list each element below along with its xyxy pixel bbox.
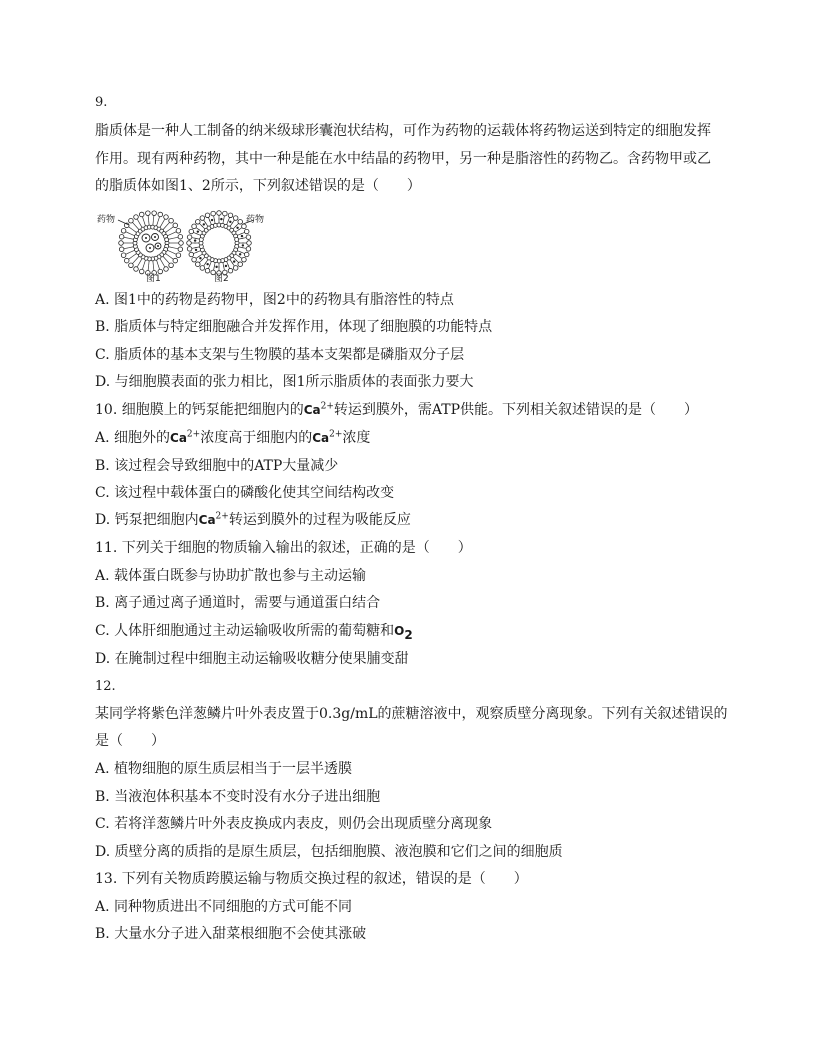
fig1-lipid-outer-tail bbox=[148, 215, 149, 220]
fig1-lipid-outer-head bbox=[178, 247, 183, 252]
fig2-drug-particle bbox=[220, 218, 222, 220]
fig1-lipid-inner-tail bbox=[163, 256, 166, 260]
fig1-lipid-outer-tail bbox=[137, 219, 140, 223]
fig2-drug-particle bbox=[225, 265, 227, 267]
calcium-ion: Ca bbox=[170, 431, 187, 445]
fig2-drug-particle bbox=[203, 223, 205, 225]
fig1-lipid-inner-tail bbox=[169, 238, 174, 239]
question-10-option-c: C. 该过程中载体蛋白的磷酸化使其空间结构改变 bbox=[95, 485, 395, 501]
fig1-lipid-outer-tail bbox=[172, 252, 177, 254]
fig1-drug-particle-core bbox=[145, 237, 147, 239]
fig1-lipid-outer-head bbox=[176, 253, 181, 258]
fig2-lipid-outer-head bbox=[228, 268, 233, 273]
fig2-lipid-inner-tail bbox=[201, 257, 205, 261]
question-11-option-a: A. 载体蛋白既参与协助扩散也参与主动运输 bbox=[95, 568, 367, 584]
fig2-drug-particle bbox=[242, 244, 244, 246]
fig1-lipid-inner-tail bbox=[167, 250, 172, 252]
question-13-option-a: A. 同种物质进出不同细胞的方式可能不同 bbox=[95, 899, 353, 915]
fig1-lipid-inner-tail bbox=[144, 260, 146, 265]
fig2-drug-particle bbox=[233, 260, 235, 262]
fig1-lipid-inner-tail bbox=[129, 247, 134, 248]
question-10-option-d bbox=[95, 511, 411, 529]
fig2-lipid-outer-head bbox=[247, 241, 252, 246]
fig1-lipid-inner-tail bbox=[149, 261, 150, 266]
question-12-option-a: A. 植物细胞的原生质层相当于一层半透膜 bbox=[95, 761, 353, 777]
question-10-stem bbox=[95, 401, 698, 419]
fig2-lipid-outer-head bbox=[192, 224, 197, 229]
fig2-lipid-outer-head bbox=[238, 262, 243, 267]
fig1-lipid-outer-tail bbox=[128, 257, 132, 260]
fig2-lipid-outer-head bbox=[211, 211, 216, 216]
fig1-lipid-outer-tail bbox=[153, 266, 154, 271]
fig2-lipid-inner-tail bbox=[209, 261, 211, 266]
liposome-figure bbox=[97, 207, 269, 285]
fig1-lipid-outer-head bbox=[152, 211, 157, 216]
oxygen-formula: O bbox=[394, 624, 405, 638]
question-11-option-c bbox=[95, 622, 413, 640]
fig1-lipid-outer-head bbox=[146, 211, 151, 216]
fig1-lipid-outer-tail bbox=[170, 257, 174, 260]
fig2-drug-particle bbox=[194, 239, 196, 241]
fig1-lipid-inner-tail bbox=[167, 234, 172, 236]
fig2-lipid-outer-head bbox=[189, 229, 194, 234]
fig1-lipid-outer-tail bbox=[158, 216, 160, 221]
fig1-lipid-outer-tail bbox=[166, 222, 169, 226]
fig1-drug-particle-core bbox=[154, 236, 156, 238]
fig2-lipid-outer-head bbox=[205, 213, 210, 218]
fig2-lipid-outer-head bbox=[192, 257, 197, 262]
fig2-lipid-inner-tail bbox=[214, 263, 215, 268]
fig1-lipid-outer-head bbox=[124, 258, 129, 263]
question-9-number: 9. bbox=[95, 95, 108, 110]
fig2-drug-particle bbox=[195, 249, 197, 251]
fig2-lipid-inner-tail bbox=[198, 254, 202, 257]
question-9-stem-line-3: 的脂质体如图1、2所示，下列叙述错误的是（ ） bbox=[95, 178, 421, 194]
fig2-drug-particle bbox=[197, 230, 199, 232]
fig1-lipid-outer-tail bbox=[142, 265, 144, 270]
fig1-lipid-inner-tail bbox=[166, 229, 170, 232]
question-11-option-b: B. 离子通过离子通道时，需要与通道蛋白结合 bbox=[95, 595, 381, 611]
fig2-lipid-outer-head bbox=[187, 241, 192, 246]
calcium-ion: Ca bbox=[198, 513, 216, 527]
fig1-lipid-outer-head bbox=[178, 234, 183, 239]
fig1-lipid-outer-tail bbox=[148, 266, 149, 271]
fig1-lipid-inner-tail bbox=[166, 254, 170, 257]
calcium-charge: 2+ bbox=[215, 511, 229, 522]
fig1-lipid-outer-head bbox=[129, 263, 134, 268]
fig1-lipid-inner-tail bbox=[160, 223, 163, 227]
question-10-option-b: B. 该过程会导致细胞中的ATP大量减少 bbox=[95, 458, 339, 474]
question-10-option-a bbox=[95, 429, 370, 447]
fig2-lipid-inner-tail bbox=[214, 218, 215, 223]
question-10-option-a-part-2: 浓度高于细胞内的 bbox=[200, 430, 313, 446]
fig1-lipid-outer-head bbox=[119, 234, 124, 239]
fig1-drug-label: 药物 bbox=[97, 215, 116, 225]
fig1-lipid-outer-head bbox=[121, 253, 126, 258]
fig2-drug-particle bbox=[229, 221, 231, 223]
fig2-drug-particle bbox=[236, 227, 238, 229]
fig2-lipid-outer-head bbox=[233, 266, 238, 271]
fig2-drug-label: 药物 bbox=[246, 215, 265, 225]
fig1-lipid-outer-tail bbox=[172, 232, 177, 234]
question-9-stem-line-1: 脂质体是一种人工制备的纳米级球形囊泡状结构，可作为药物的运载体将药物运送到特定的细胞发挥 bbox=[95, 123, 711, 139]
fig1-lipid-outer-head bbox=[173, 223, 178, 228]
fig1-lipid-outer-tail bbox=[173, 248, 178, 249]
fig2-lipid-outer-head bbox=[217, 211, 222, 216]
question-12-number: 12. bbox=[95, 679, 116, 694]
fig1-lipid-outer-head bbox=[134, 267, 139, 272]
fig2-lipid-inner-tail bbox=[239, 247, 244, 248]
fig1-lipid-inner-tail bbox=[169, 247, 174, 248]
question-9-stem-line-2: 作用。现有两种药物，其中一种是能在水中结晶的药物甲，另一种是脂溶性的药物乙。含药物甲或乙 bbox=[95, 151, 711, 167]
fig1-label-pointer bbox=[118, 220, 129, 225]
fig1-lipid-outer-head bbox=[139, 212, 144, 217]
question-13-stem: 13. 下列有关物质跨膜运输与物质交换过程的叙述，错误的是（ ） bbox=[95, 871, 528, 887]
fig2-drug-particle bbox=[241, 235, 243, 237]
fig2-lipid-inner-tail bbox=[223, 218, 224, 223]
fig2-lipid-inner-tail bbox=[233, 257, 237, 261]
fig1-lipid-outer-tail bbox=[153, 215, 154, 220]
calcium-charge: 2+ bbox=[186, 429, 201, 440]
question-11-option-d: D. 在腌制过程中细胞主动运输吸收糖分使果脯变甜 bbox=[95, 651, 409, 667]
fig2-lipid-inner-tail bbox=[236, 229, 240, 232]
liposome-diagram bbox=[97, 207, 269, 285]
fig2-drug-particle bbox=[215, 266, 217, 268]
question-10-stem-part-1: 10. 细胞膜上的钙泵能把细胞内的 bbox=[95, 402, 304, 418]
fig1-lipid-outer-tail bbox=[166, 260, 169, 264]
fig1-lipid-outer-head bbox=[169, 218, 174, 223]
fig1-lipid-outer-head bbox=[119, 241, 124, 246]
fig1-lipid-outer-tail bbox=[128, 227, 132, 230]
fig1-lipid-inner-tail bbox=[157, 221, 159, 226]
question-12-option-c: C. 若将洋葱鳞片叶外表皮换成内表皮，则仍会出现质壁分离现象 bbox=[95, 816, 493, 832]
fig1-lipid-inner-tail bbox=[163, 226, 166, 230]
fig1-lipid-inner-tail bbox=[144, 221, 146, 226]
fig2-lipid-inner-tail bbox=[227, 220, 229, 225]
fig2-lipid-outer-head bbox=[228, 213, 233, 218]
fig1-lipid-outer-head bbox=[173, 258, 178, 263]
fig1-lipid-outer-tail bbox=[163, 263, 166, 267]
fig2-lipid-outer-head bbox=[238, 219, 243, 224]
question-9-option-c: C. 脂质体的基本支架与生物膜的基本支架都是磷脂双分子层 bbox=[95, 347, 465, 363]
fig2-lipid-inner-tail bbox=[194, 238, 199, 239]
fig1-lipid-outer-tail bbox=[124, 248, 129, 249]
question-10-option-d-part-2: 转运到膜外的过程为吸能反应 bbox=[228, 512, 411, 528]
fig1-lipid-inner-tail bbox=[153, 261, 154, 266]
fig2-lipid-inner-tail bbox=[237, 251, 242, 253]
fig2-lipid-inner-tail bbox=[194, 247, 199, 248]
fig1-lipid-outer-tail bbox=[125, 232, 130, 234]
fig1-lipid-outer-head bbox=[121, 228, 126, 233]
fig1-lipid-inner-tail bbox=[132, 229, 136, 232]
fig1-lipid-outer-head bbox=[164, 267, 169, 272]
fig1-lipid-inner-tail bbox=[130, 234, 135, 236]
liposome-fig1 bbox=[119, 211, 184, 275]
question-9-option-d: D. 与细胞膜表面的张力相比，图1所示脂质体的表面张力要大 bbox=[95, 374, 474, 390]
fig1-lipid-outer-head bbox=[134, 215, 139, 220]
fig1-lipid-outer-tail bbox=[132, 222, 135, 226]
fig2-lipid-outer-head bbox=[233, 216, 238, 221]
fig1-lipid-outer-head bbox=[176, 228, 181, 233]
question-9-option-a: A. 图1中的药物是药物甲，图2中的药物具有脂溶性的特点 bbox=[95, 292, 454, 308]
question-12-stem-line-2: 是（ ） bbox=[95, 733, 165, 749]
fig2-drug-particle bbox=[239, 253, 241, 255]
fig1-lipid-outer-tail bbox=[173, 237, 178, 238]
fig2-lipid-inner-tail bbox=[233, 225, 237, 229]
fig2-lipid-inner-tail bbox=[201, 225, 205, 229]
calcium-charge: 2+ bbox=[320, 401, 334, 412]
fig1-lipid-inner-tail bbox=[136, 256, 139, 260]
fig1-lipid-inner-tail bbox=[160, 259, 163, 263]
fig2-drug-particle bbox=[211, 219, 213, 221]
fig2-lipid-outer-head bbox=[244, 229, 249, 234]
question-12-option-d: D. 质壁分离的质指的是原生质层，包括细胞膜、液泡膜和它们之间的细胞质 bbox=[95, 844, 563, 860]
fig1-drug-particle-core bbox=[149, 247, 151, 249]
oxygen-subscript: 2 bbox=[404, 627, 413, 642]
question-10-option-a-part-3: 浓度 bbox=[342, 430, 371, 446]
liposome-fig2 bbox=[187, 211, 252, 276]
question-9-option-b: B. 脂质体与特定细胞融合并发挥作用，体现了细胞膜的功能特点 bbox=[95, 319, 493, 335]
calcium-ion: Ca bbox=[312, 431, 330, 445]
calcium-charge: 2+ bbox=[329, 429, 343, 440]
fig2-lipid-outer-head bbox=[195, 219, 200, 224]
fig1-lipid-inner-tail bbox=[149, 220, 150, 225]
question-12-option-b: B. 当液泡体积基本不变时没有水分子进出细胞 bbox=[95, 789, 381, 805]
fig1-lipid-inner-tail bbox=[130, 250, 135, 252]
fig1-lipid-inner-tail bbox=[132, 254, 136, 257]
fig2-lipid-inner-tail bbox=[196, 233, 201, 235]
fig1-lipid-inner-tail bbox=[153, 220, 154, 225]
fig1-lipid-outer-head bbox=[169, 263, 174, 268]
fig2-drug-particle bbox=[206, 263, 208, 265]
fig2-lipid-inner-tail bbox=[239, 238, 244, 239]
fig1-lipid-inner-tail bbox=[140, 259, 143, 263]
fig2-lipid-outer-head bbox=[246, 235, 251, 240]
fig2-lipid-outer-head bbox=[200, 266, 205, 271]
fig1-lipid-inner-head bbox=[165, 238, 169, 242]
fig1-lipid-outer-tail bbox=[163, 219, 166, 223]
fig1-lipid-outer-tail bbox=[137, 263, 140, 267]
fig2-lipid-outer-head bbox=[246, 247, 251, 252]
fig1-lipid-outer-tail bbox=[132, 260, 135, 264]
fig2-lipid-inner-head bbox=[235, 237, 239, 241]
fig1-lipid-inner-tail bbox=[140, 223, 143, 227]
fig2-lipid-outer-head bbox=[244, 252, 249, 257]
fig2-lipid-inner-tail bbox=[230, 260, 233, 264]
fig1-lipid-outer-head bbox=[129, 218, 134, 223]
fig1-lipid-outer-tail bbox=[125, 252, 130, 254]
fig2-lipid-outer-head bbox=[187, 235, 192, 240]
question-11-stem: 11. 下列关于细胞的物质输入输出的叙述，正确的是（ ） bbox=[95, 540, 472, 556]
question-10-option-a-part-1: A. 细胞外的 bbox=[95, 430, 171, 446]
fig2-lipid-outer-head bbox=[189, 252, 194, 257]
fig1-lipid-outer-head bbox=[119, 247, 124, 252]
fig2-drug-particle bbox=[199, 257, 201, 259]
fig2-lipid-outer-head bbox=[195, 262, 200, 267]
question-10-stem-part-2: 转运到膜外，需ATP供能。下列相关叙述错误的是（ ） bbox=[333, 402, 699, 418]
question-10-option-d-part-1: D. 钙泵把细胞内 bbox=[95, 512, 199, 528]
fig1-lipid-outer-tail bbox=[158, 265, 160, 270]
fig2-lipid-outer-head bbox=[200, 216, 205, 221]
fig1-lipid-inner-tail bbox=[157, 260, 159, 265]
fig1-lipid-outer-tail bbox=[124, 237, 129, 238]
question-12-stem-line-1: 某同学将紫色洋葱鳞片叶外表皮置于0.3g/mL的蔗糖溶液中，观察质壁分离现象。下列有关叙述错误的 bbox=[95, 706, 728, 722]
fig1-lipid-outer-tail bbox=[170, 227, 174, 230]
fig2-lipid-inner-tail bbox=[205, 222, 208, 226]
calcium-ion: Ca bbox=[303, 403, 321, 417]
fig1-lipid-outer-head bbox=[158, 212, 163, 217]
question-11-option-c-text: C. 人体肝细胞通过主动运输吸收所需的葡萄糖和 bbox=[95, 623, 395, 639]
fig2-lipid-outer-head bbox=[205, 268, 210, 273]
fig1-drug-particle-core bbox=[157, 245, 159, 247]
fig1-lipid-inner-tail bbox=[129, 238, 134, 239]
fig1-lipid-outer-head bbox=[179, 241, 184, 246]
fig2-lipid-outer-head bbox=[223, 211, 228, 216]
fig1-lipid-inner-tail bbox=[136, 226, 139, 230]
question-13-option-b: B. 大量水分子进入甜菜根细胞不会使其涨破 bbox=[95, 926, 367, 942]
fig2-caption: 图2 bbox=[214, 274, 229, 284]
fig1-caption: 图1 bbox=[146, 274, 161, 284]
fig1-lipid-outer-head bbox=[164, 215, 169, 220]
fig2-lipid-inner-tail bbox=[223, 263, 224, 268]
fig2-lipid-outer-head bbox=[187, 247, 192, 252]
fig1-lipid-outer-head bbox=[139, 269, 144, 274]
fig1-lipid-outer-tail bbox=[142, 216, 144, 221]
fig2-lipid-outer-head bbox=[242, 257, 247, 262]
